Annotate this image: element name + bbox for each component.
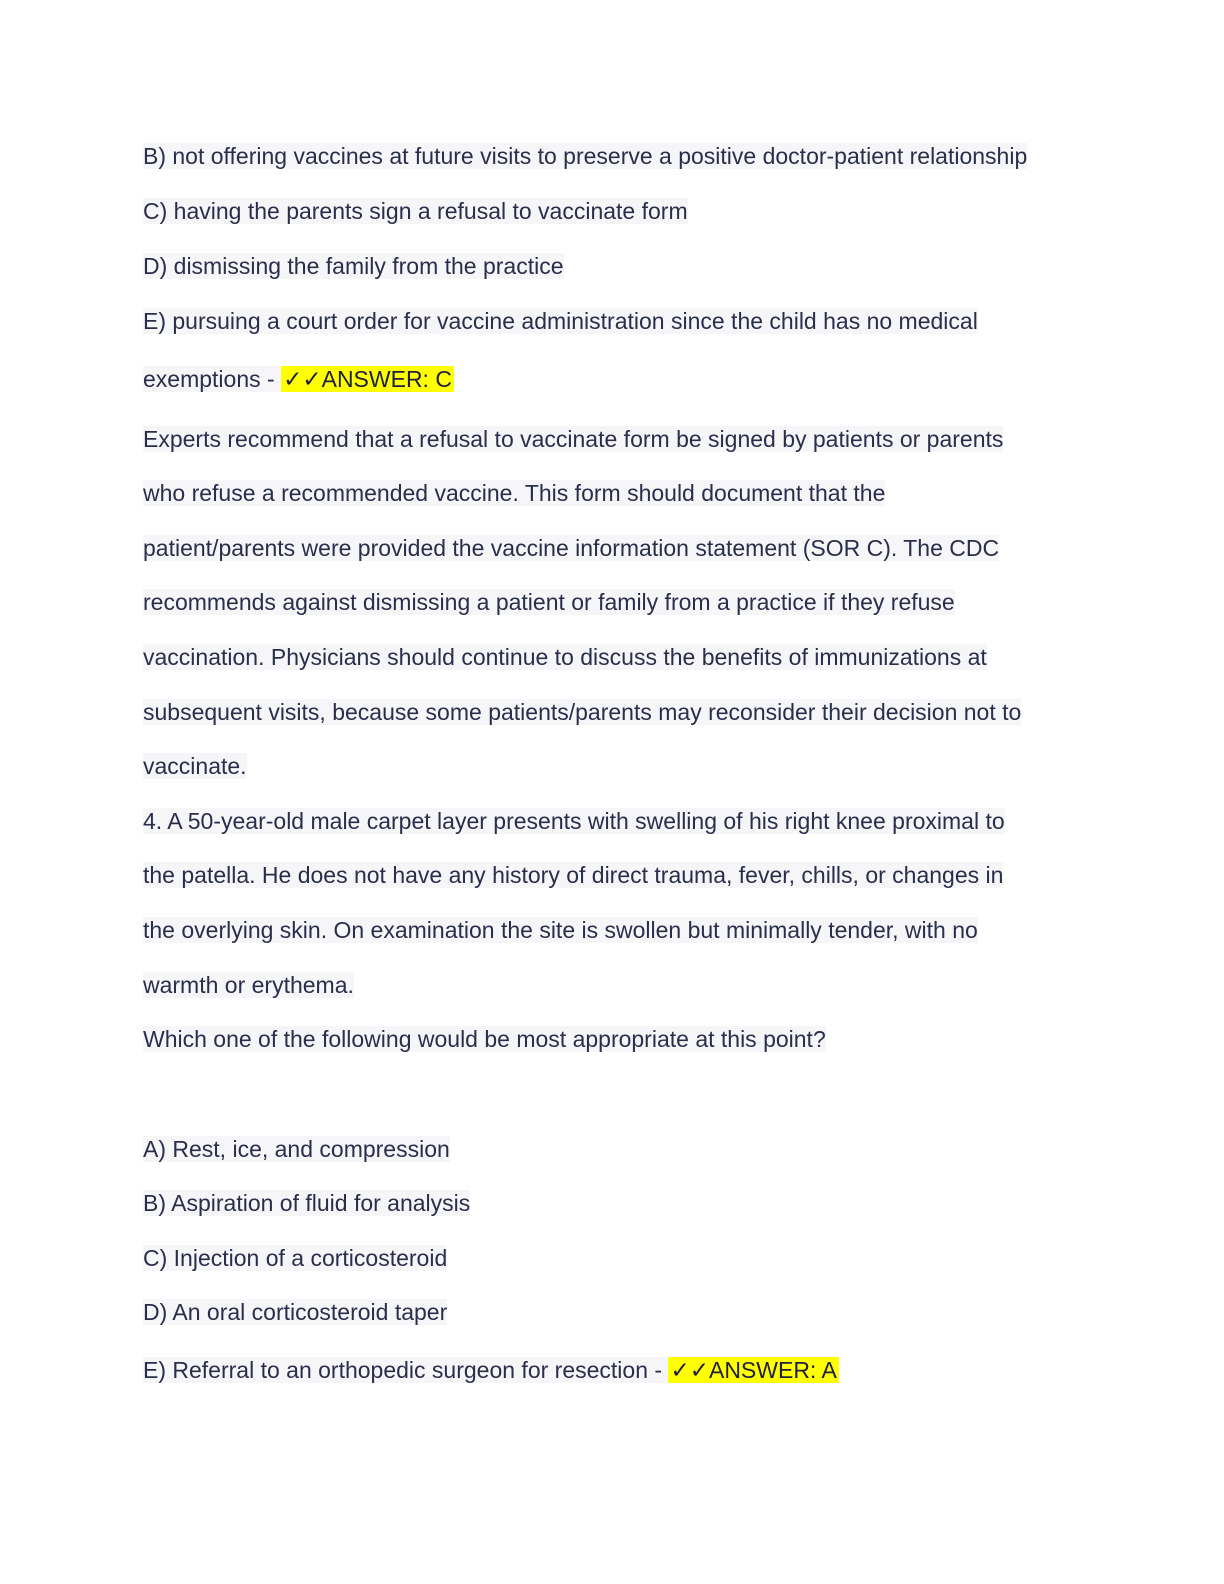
q4-option-c: C) Injection of a corticosteroid bbox=[143, 1245, 448, 1271]
q3-explanation-line: recommends against dismissing a patient or family from a practice if they refuse bbox=[143, 589, 955, 615]
q3-explanation-line: vaccination. Physicians should continue to discuss the benefits of immunizations at bbox=[143, 644, 987, 670]
q3-explanation-line: vaccinate. bbox=[143, 753, 247, 779]
q3-option-e-continued: exemptions - ✓✓ANSWER: C bbox=[143, 366, 452, 392]
q3-explanation-line: subsequent visits, because some patients/parents may reconsider their decision not to bbox=[143, 699, 1022, 725]
q3-explanation-line: who refuse a recommended vaccine. This form should document that the bbox=[143, 480, 886, 506]
q3-explanation-line: Experts recommend that a refusal to vaccinate form be signed by patients or parents bbox=[143, 426, 1004, 452]
q4-option-e: E) Referral to an orthopedic surgeon for resection - ✓✓ANSWER: A bbox=[143, 1357, 837, 1383]
q4-answer-highlight: ✓✓ANSWER: A bbox=[670, 1357, 837, 1383]
q3-option-b: B) not offering vaccines at future visits to preserve a positive doctor-patient relationship bbox=[143, 143, 1028, 169]
q4-option-a: A) Rest, ice, and compression bbox=[143, 1136, 450, 1162]
q3-option-c: C) having the parents sign a refusal to vaccinate form bbox=[143, 198, 688, 224]
q3-answer-highlight: ✓✓ANSWER: C bbox=[283, 366, 452, 392]
q3-option-d: D) dismissing the family from the practice bbox=[143, 253, 564, 279]
q4-question: Which one of the following would be most appropriate at this point? bbox=[143, 1026, 826, 1052]
q4-option-d: D) An oral corticosteroid taper bbox=[143, 1299, 448, 1325]
q4-stem-line: warmth or erythema. bbox=[143, 972, 354, 998]
q4-stem-line: the patella. He does not have any history of direct trauma, fever, chills, or changes in bbox=[143, 862, 1004, 888]
q3-option-e: E) pursuing a court order for vaccine administration since the child has no medical bbox=[143, 308, 978, 334]
q4-stem-line: 4. A 50-year-old male carpet layer presents with swelling of his right knee proximal to bbox=[143, 808, 1005, 834]
q3-explanation-line: patient/parents were provided the vaccine information statement (SOR C). The CDC bbox=[143, 535, 1000, 561]
q4-option-b: B) Aspiration of fluid for analysis bbox=[143, 1190, 471, 1216]
q4-stem-line: the overlying skin. On examination the site is swollen but minimally tender, with no bbox=[143, 917, 978, 943]
